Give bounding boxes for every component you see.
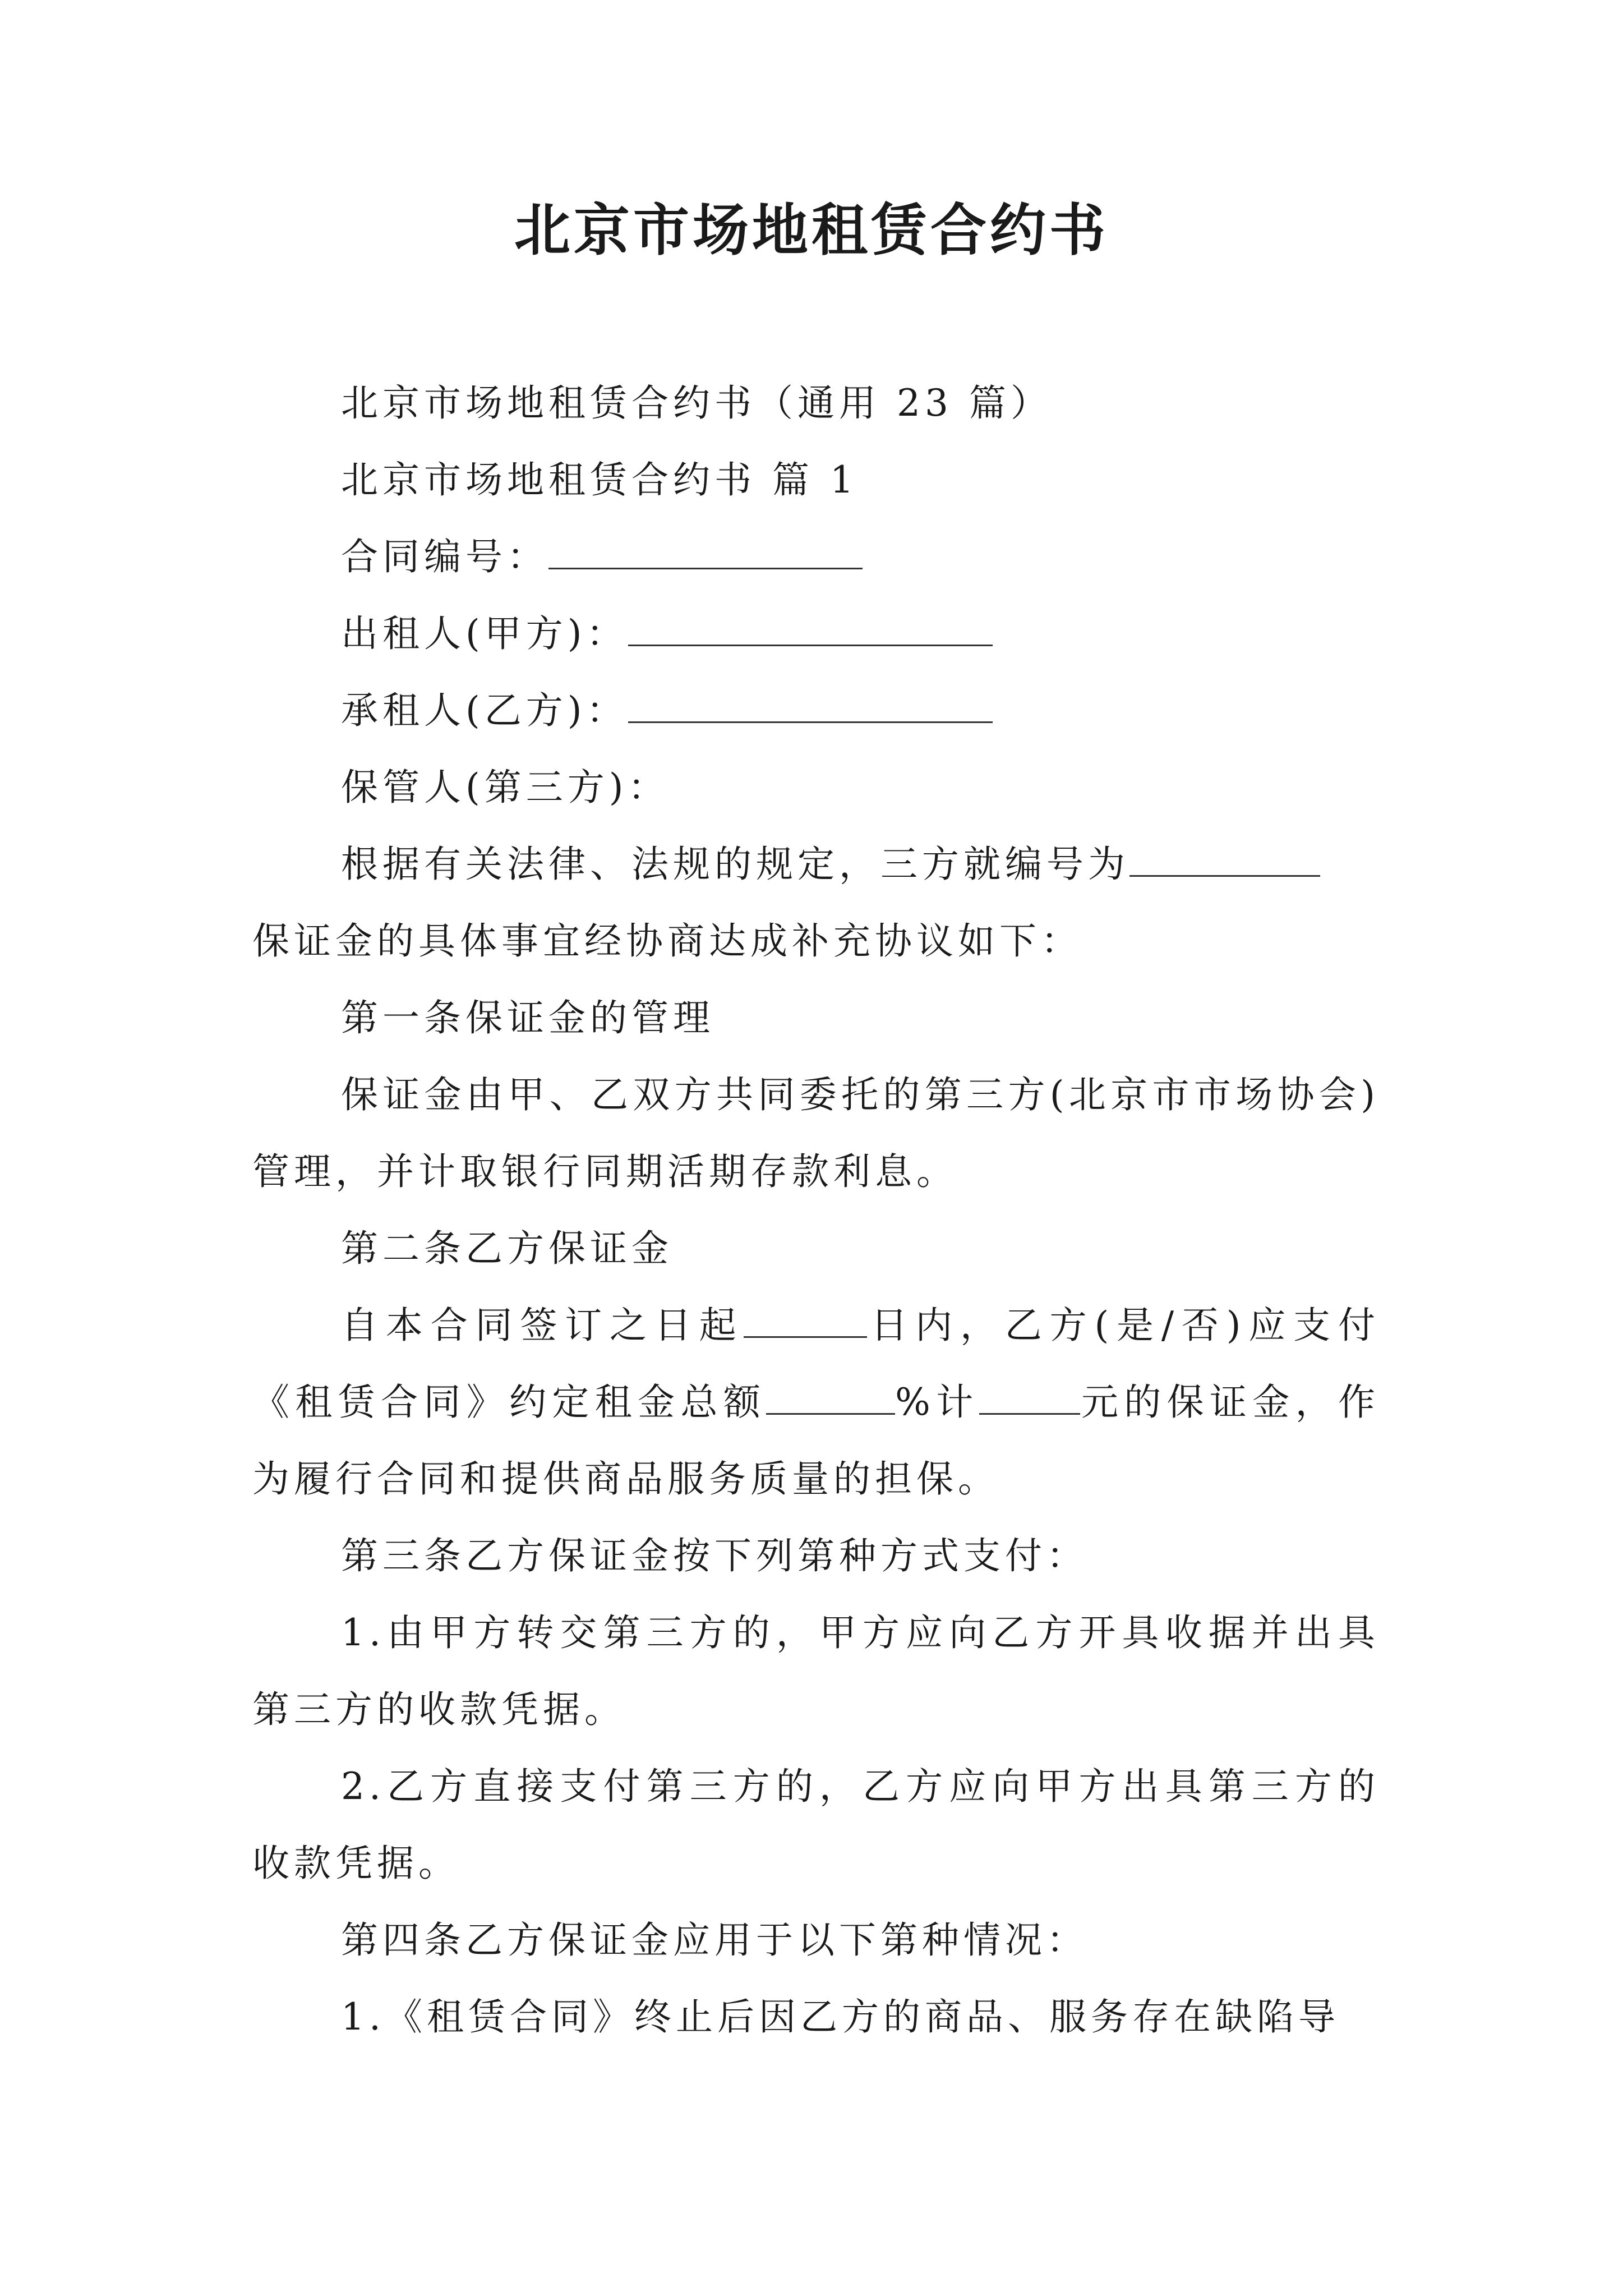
custodian-line: 保管人(第三方)： [341,766,670,809]
part-heading: 北京市场地租赁合约书 篇 1 [341,458,858,501]
contract-no-blank [548,531,863,569]
lessor-label: 出租人(甲方)： [341,612,628,655]
art3-title: 第三条乙方保证金按下列第种方式支付： [341,1534,1088,1577]
lessor-blank [628,608,993,646]
art2-text-a: 自本合同签订之日起 [341,1304,744,1347]
art3-item-2: 2.乙方直接支付第三方的，乙方应向甲方出具第三方的收款凭据。 [252,1765,1380,1885]
art2-title: 第二条乙方保证金 [341,1227,673,1270]
intro-line-1 [252,826,1380,903]
contract-no-line [252,518,1380,595]
lessee-blank [628,684,993,723]
lessee-label: 承租人(乙方)： [341,689,628,732]
art4-title: 第四条乙方保证金应用于以下第种情况： [341,1918,1088,1962]
art2-body [252,1287,1380,1517]
art2-text-c: %计 [895,1381,979,1424]
art2-text-d: 元的保证金，作为履行合同和提供商品服务质量的担保。 [252,1381,1380,1501]
lessor-line [252,595,1380,672]
art1-body: 保证金由甲、乙双方共同委托的第三方(北京市市场协会)管理，并计取银行同期活期存款利息。 [252,1073,1380,1193]
document-body [252,365,1380,2055]
art4-item-1: 1.《租赁合同》终止后因乙方的商品、服务存在缺陷导 [341,1995,1340,2039]
document-title: 北京市场地租赁合约书 [514,197,1109,263]
art2-text-b: 日内，乙方(是/否)应支付《租赁合同》约定租金总额 [252,1304,1380,1424]
art2-percent-blank [766,1376,895,1415]
art3-item-1: 1.由甲方转交第三方的，甲方应向乙方开具收据并出具第三方的收款凭据。 [252,1611,1380,1731]
intro-blank [1129,838,1320,877]
contract-no-label: 合同编号： [341,535,548,578]
intro-text-a: 根据有关法律、法规的规定，三方就编号为 [341,843,1129,886]
lessee-line [252,672,1380,749]
art2-amount-blank [979,1376,1080,1415]
art2-days-blank [744,1299,867,1338]
art1-title: 第一条保证金的管理 [341,996,714,1039]
intro-line-2: 保证金的具体事宜经协商达成补充协议如下： [252,919,1082,963]
subtitle-paragraph: 北京市场地租赁合约书（通用 23 篇） [341,381,1052,425]
